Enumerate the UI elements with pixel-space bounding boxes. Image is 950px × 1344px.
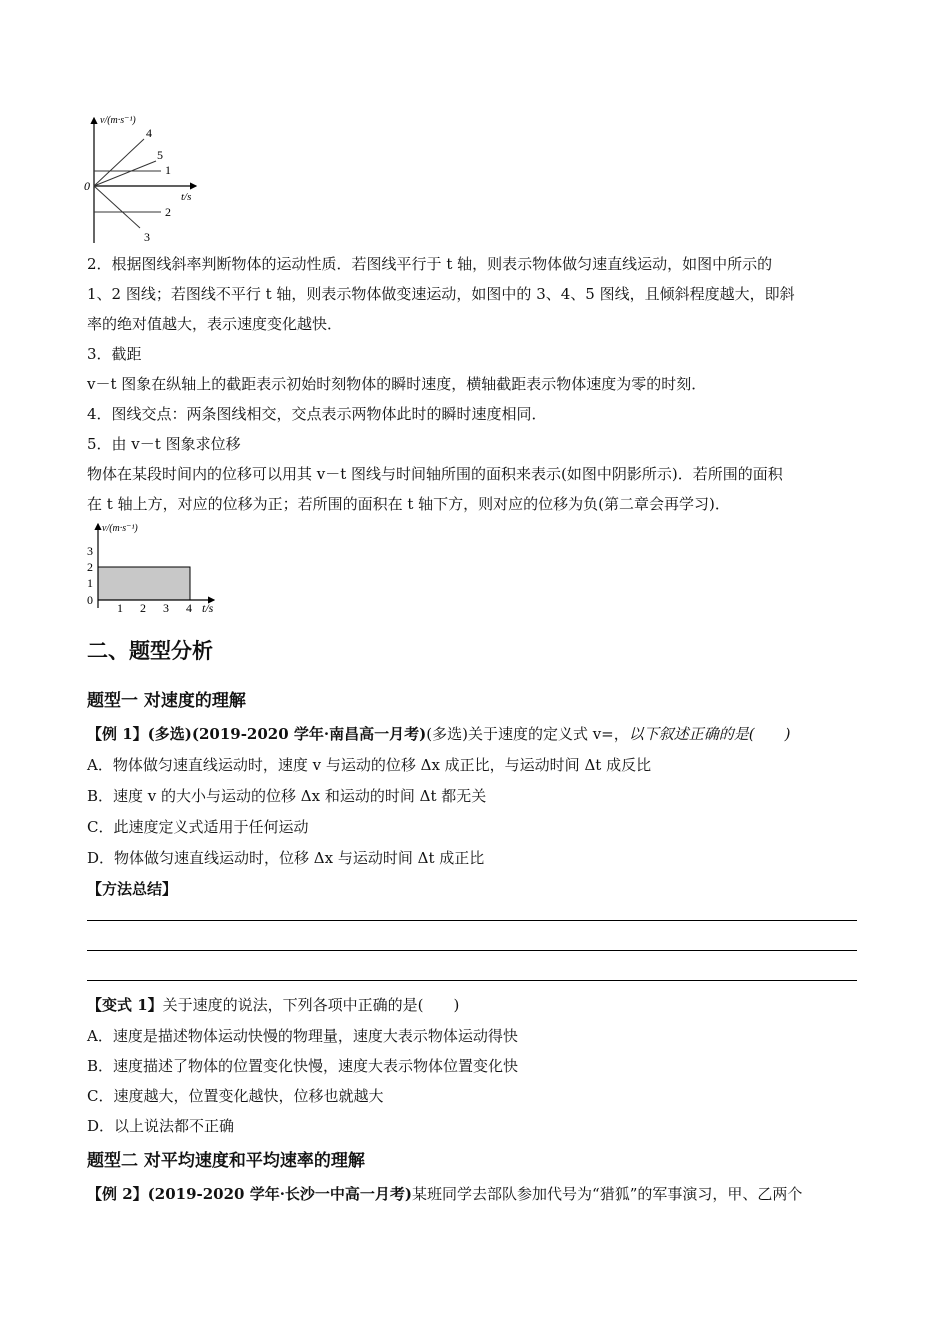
example-2-label: 【例 2】 — [87, 1185, 148, 1203]
line-3 — [94, 186, 140, 228]
x-axis-label: t/s — [202, 601, 214, 615]
y-tick-label-2: 2 — [87, 560, 93, 574]
line-label-3: 3 — [144, 230, 150, 244]
y-tick-label-3: 3 — [87, 544, 93, 558]
example-1-source: (多选)(2019-2020 学年·南昌高一月考) — [147, 725, 427, 743]
example-1-option-d: D．物体做匀速直线运动时，位移 Δx 与运动时间 Δt 成正比 — [87, 849, 485, 867]
paragraph-3-title: 3．截距 — [87, 345, 142, 363]
variant-1-option-a: A．速度是描述物体运动快慢的物理量，速度大表示物体运动得快 — [87, 1027, 518, 1045]
line-label-4: 4 — [146, 126, 152, 140]
y-tick-label-0: 0 — [87, 593, 93, 607]
example-1-option-b: B．速度 v 的大小与运动的位移 Δx 和运动的时间 Δt 都无关 — [87, 787, 487, 805]
example-1-label: 【例 1】 — [87, 725, 148, 743]
shaded-area — [98, 567, 190, 600]
paragraph-5-line-2: 在 t 轴上方，对应的位移为正；若所围的面积在 t 轴下方，则对应的位移为负(第二章会再学习)． — [87, 495, 730, 513]
x-tick-label-3: 3 — [163, 601, 169, 615]
x-tick-label-2: 2 — [140, 601, 146, 615]
origin-label: 0 — [84, 179, 90, 193]
y-tick-label-1: 1 — [87, 576, 93, 590]
vt-graph-lines-figure — [84, 108, 214, 248]
example-1-text-italic: 以下叙述正确的是( ) — [628, 725, 791, 743]
example-1-text: (多选)关于速度的定义式 v=， — [426, 725, 629, 743]
type-1-heading: 题型一 对速度的理解 — [87, 691, 246, 711]
example-1-option-a: A．物体做匀速直线运动时，速度 v 与运动的位移 Δx 成正比，与运动时间 Δt 成反比 — [87, 756, 652, 774]
answer-line-2 — [87, 950, 857, 951]
paragraph-2-line-2: 1、2 图线；若图线不平行 t 轴，则表示物体做变速运动，如图中的 3、4、5 图线，且倾斜程度越大，即斜 — [87, 285, 795, 303]
paragraph-4-text: 4．图线交点：两条图线相交，交点表示两物体此时的瞬时速度相同． — [87, 405, 547, 423]
paragraph-2-line-3: 率的绝对值越大，表示速度变化越快． — [87, 315, 343, 333]
type-2-heading: 题型二 对平均速度和平均速率的理解 — [87, 1151, 365, 1171]
x-axis-label: t/s — [181, 191, 192, 203]
line-label-5: 5 — [157, 148, 163, 162]
vt-graph-area-figure — [84, 520, 234, 620]
paragraph-3-text: v－t 图象在纵轴上的截距表示初始时刻物体的瞬时速度，横轴截距表示物体速度为零的时刻． — [87, 375, 707, 393]
variant-1-option-c: C．速度越大，位置变化越快，位移也就越大 — [87, 1087, 384, 1105]
y-axis-label: v/(m·s⁻¹) — [100, 115, 136, 126]
variant-1-question — [87, 990, 459, 1020]
variant-1-label: 【变式 1】 — [87, 996, 163, 1014]
paragraph-2-line-1: 2．根据图线斜率判断物体的运动性质．若图线平行于 t 轴，则表示物体做匀速直线运动，如图中所示的 — [87, 255, 773, 273]
answer-line-3 — [87, 980, 857, 981]
variant-1-text: 关于速度的说法，下列各项中正确的是( ) — [162, 996, 460, 1014]
answer-line-1 — [87, 920, 857, 921]
y-axis-label: v/(m·s⁻¹) — [102, 523, 138, 534]
section-heading: 二、题型分析 — [87, 638, 213, 663]
x-tick-label-4: 4 — [186, 601, 192, 615]
example-1-option-c: C．此速度定义式适用于任何运动 — [87, 818, 309, 836]
line-4 — [94, 139, 144, 186]
example-1-question — [87, 719, 790, 749]
example-2-source: (2019-2020 学年·长沙一中高一月考) — [147, 1185, 413, 1203]
paragraph-5-title: 5．由 v－t 图象求位移 — [87, 435, 241, 453]
variant-1-option-d: D．以上说法都不正确 — [87, 1117, 235, 1135]
line-label-1: 1 — [165, 163, 171, 177]
x-tick-label-1: 1 — [117, 601, 123, 615]
line-5 — [94, 161, 156, 186]
line-label-2: 2 — [165, 205, 171, 219]
variant-1-option-b: B．速度描述了物体的位置变化快慢，速度大表示物体位置变化快 — [87, 1057, 519, 1075]
example-2-text: 某班同学去部队参加代号为“猎狐”的军事演习，甲、乙两个 — [412, 1185, 803, 1203]
method-summary-label: 【方法总结】 — [87, 880, 178, 898]
example-2-question — [87, 1179, 802, 1209]
paragraph-5-line-1: 物体在某段时间内的位移可以用其 v－t 图线与时间轴所围的面积来表示(如图中阴影所示)．若所围的面积 — [87, 465, 783, 483]
